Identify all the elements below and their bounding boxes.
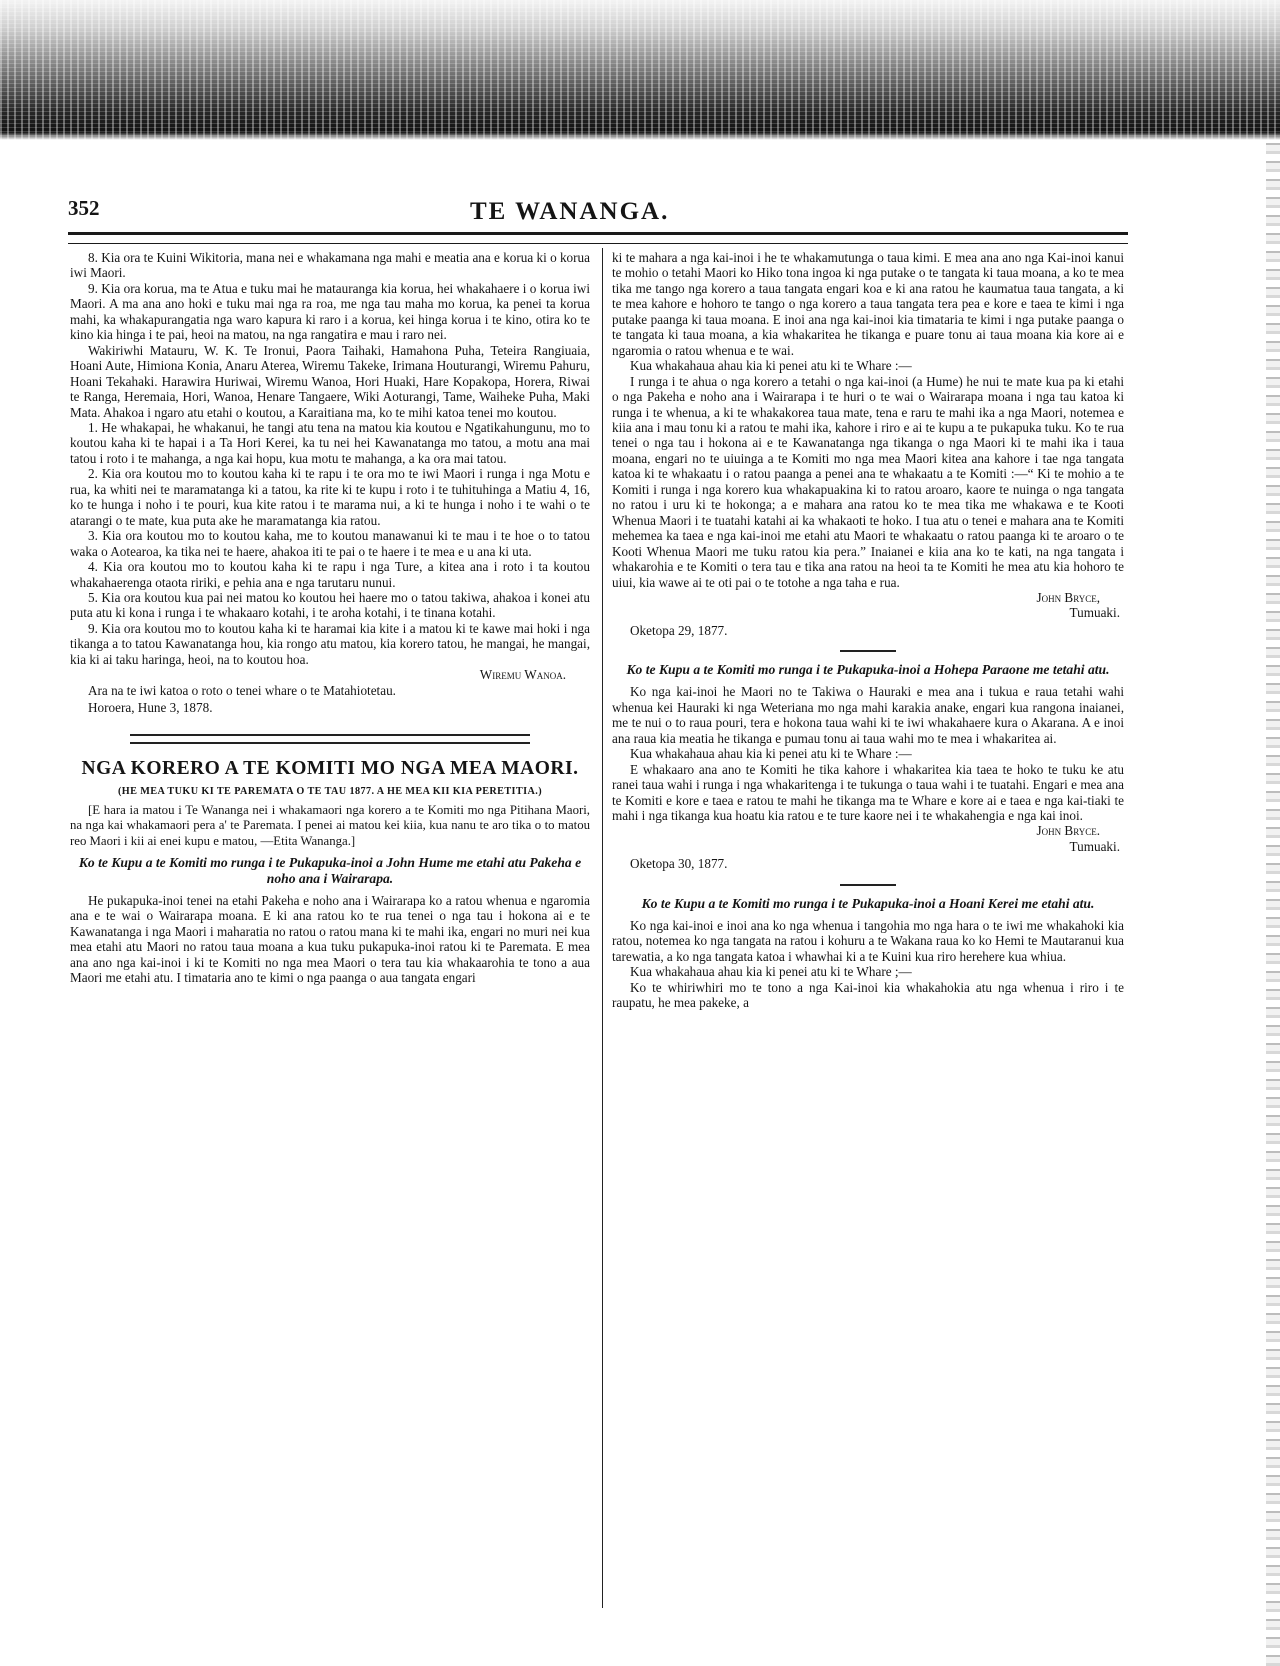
signature: Wiremu Wanoa. [479,667,566,683]
paragraph: Wakiriwhi Matauru, W. K. Te Ironui, Paora Taihaki, Hamahona Puha, Teteira Rangiuaia, Hoani Aute, Himiona Konia, Anaru Aterea, Wiremu Takeke, Irimana Houturangi, Wiremu Pahuru, Hoani Tekahaki. Harawira Huriwai, Wiremu Wanoa, Hori Huaki, Hare Kopakopa, Horera, Riwai te Ranga, Heremaia, Hori, Wanoa, Henare Tangaere, Wiki Aoturangi, Tame, Waiheke Puha, Maki Mata. Ahakoa i ngaro atu etahi o koutou, a Karaitiana ma, ko te mihi katoa tenei mo koutou. [70,342,590,420]
report-title: Ko te Kupu a te Komiti mo runga i te Pukapuka-inoi a Hohepa Paraone me tetahi atu. [626,662,1110,678]
signature-name: John Bryce. [1036,823,1100,839]
closing-line: Ara na te iwi katoa o roto o tenei whare o te Matahiotetau. [88,682,396,698]
paragraph: Kua whakahaua ahau kia ki penei atu ki te Whare :— [630,746,912,762]
section-rule [130,734,530,744]
right-column [612,250,1124,1010]
paragraph: Kua whakahaua ahau kia ki penei atu ki te Whare :— [630,358,912,374]
signature-name: John Bryce, [1036,589,1100,605]
column-divider [602,248,603,1608]
page-number: 352 [68,196,100,220]
paragraph: 3. Kia ora koutou mo to koutou kaha, me to koutou manawanui ki te mau i te hoe o to tatou waka o Aotearoa, ka tika nei te haere, ahakoa iti te pai o te haere i te mea e u ana ki uta. [70,528,590,559]
dateline: Horoera, Hune 3, 1878. [88,700,213,716]
paragraph: E whakaaro ana ano te Komiti he tika kahore i whakaritea kia taea te hoko te tuku ke atu ranei taua wahi i runga i nga whakaritenga i te tukunga o taua wahi i te tuatahi. Engari e mea ana te Komiti e kore e taea e ratou te mahi he tikanga ma te Whare e kore ai e taea e nga kai-tiaki te mahi i nga tikanga kua hoatu kia ratou e te ture kaore nei i te whakahengia e nga kai inoi. [612,761,1124,823]
section-title: NGA KORERO A TE KOMITI MO NGA MEA MAORI. [81,757,579,779]
editor-note: [E hara ia matou i Te Wananga nei i whakamaori nga korero a te Komiti mo nga Pitihana Maori, na nga kai whakamaori pera a' te Paremata. I penei ai matou kei kiia, kua nanu te aro tika o to matou reo Maori i kii ai enei kupu e matou, —Etita Wananga.] [70,802,590,848]
dateline: Oketopa 30, 1877. [630,856,728,872]
paragraph: I runga i te ahua o nga korero a tetahi o nga kai-inoi (a Hume) he nui te mate kua pa ki etahi o nga Pakeha e noho ana i Wairarapa i te huri o te wai o Wairarapa moana i nga tau katoa ki runga i te whenua, a ki te whakakorea taua mate, tena e raru te mahi ika a nga Maori, notemea e kiia ana i mau tonu ki a ratou te mahi ika, kahore i riro e ai te kupu a te pukapuka tuku. Ko te rua tenei o nga tau i hokona ai e te Kawanatanga nga tikanga o nga Maori ki te mahi ika i taua moana, engari no te uiuinga a te Komiti mo nga mea Maori kitea ana kahore i tae nga tangata katoa ki te whakaatu i o ratou paanga a penei ana te whakaatu a te Komiti :—“ Ki te mohio a te Komiti i runga i nga korero kua whakapuakina ki to ratou aroaro, kaore te nuinga o nga tangata no ratou i uru ki te hokonga; a e mahara ana ratou ko te mea tika me whakawa e te Kooti Whenua Maori i te tuatahi katahi ai ka whakaoti te hoko. I tua atu o tenei e mahara ana te Komiti mehemea ka taea e nga kai-inoi me etahi atu Maori te whakaatu o ratou paanga ki te aroaro o te Kooti Whenua Maori me tuku ratou kia pera.” Inaianei e kiia ana ko te kati, na nga tangata i whakarohia e te Komiti o tera tau e tika ana ratou na heoi ta te Komiti he mea atu kia hohoro te uiui, kia wawe ai te oti pai o te totohe a nga taha e rua. [612,373,1124,590]
paragraph: 4. Kia ora koutou mo to koutou kaha ki te rapu i nga Ture, a kitea ana i roto i ta koutou whakahaerenga otaota ririki, e pehia ana e nga tarutaru nunui. [70,559,590,590]
paragraph: Ko te whiriwhiri mo te tono a nga Kai-inoi kia whakahokia atu nga whenua i riro i te raupatu, he mea pakeke, a [612,979,1124,1011]
masthead-title: TE WANANGA. [470,198,670,225]
paragraph: 9. Kia ora korua, ma te Atua e tuku mai he matauranga kia korua, hei whakahaere i o korua iwi Maori. A ma ana ano hoki e tuku mai nga ra roa, me nga tau maha mo korua, ka penei ta korua mahi, ka whakapurangatia nga waro kapura ki raro i a korua, kei hinga korua i te kino, otira ko te kino kia hinga i te pai, heoi na matou, na nga rangatira e mau i raro nei. [70,280,590,343]
paragraph: Ko nga kai-inoi e inoi ana ko nga whenua i tangohia mo nga hara o te iwi me whakahoki kia ratou, notemea ko nga tangata na ratou i kohuru a te Wakana raua ko ko Hemi te Mautaranui kua tarewatia, a ko nga tangata katoa i whawhai ki a te Kuini kua riro herehere kua whiua. [612,917,1124,964]
short-rule [840,884,896,886]
paragraph: Ko nga kai-inoi he Maori no te Takiwa o Hauraki e mea ana i tukua e raua tetahi wahi whenua kei Hauraki ki nga Weteriana mo nga mahi karakia anake, engari kua rangona inaianei, me te nui o to raua pouri, tera e hokona taua wahi ki te iwi whakahaere kura o Akarana. A e inoi ana raua kia meatia he tikanga e pumau tonu ai taua wahi mo te mea i whakaritea ai. [612,684,1124,746]
report-title: Ko te Kupu a te Komiti mo runga i te Pukapuka-inoi a Hoani Kerei me etahi atu. [641,895,1095,911]
paragraph: 5. Kia ora koutou kua pai nei matou ko koutou hei haere mo o tatou takiwa, ahakoa i konei atu puta atu ki kona i runga i te whakaaro kotahi, i te aroha kotahi, i te tinana kotahi. [70,589,590,621]
section-note: (HE MEA TUKU KI TE PAREMATA O TE TAU 1877. A HE MEA KII KIA PERETITIA.) [118,785,542,797]
paragraph: Kua whakahaua ahau kia ki penei atu ki te Whare ;— [630,964,912,980]
signature-title: Tumuaki. [1069,605,1120,621]
paragraph: ki te mahara a nga kai-inoi i he te whakamutunga o taua kimi. E mea ana ano nga Kai-inoi kanui te mohio o tetahi Maori ko Hiko tona ingoa ki nga putake o te tangata ki taua moana, a ko te mea tika me tango nga korero a taua tangata engari koa e ki ana ratou he kaumatua taua tangata, a ki te mea kahore e hohoro te tango o nga korero a taua tangata tera pea e kore e taea te kimi i nga putake paanga ki taua moana. E inoi ana nga kai-inoi kia timataria te kimi i nga putake paanga o te tangata ki taua moana, a kia whakaritea he tikanga e puare tonu ai taua moana kia kore ai e ngaromia o ratou whenua e te wai. [612,250,1124,358]
dateline: Oketopa 29, 1877. [630,622,728,638]
paragraph: 9. Kia ora koutou mo to koutou kaha ki te haramai kia kite i a matou ki te kawe mai hoki i nga tikanga a to tatou Kawanatanga hou, kia rongo atu matou, kia korero tatou, he mangai, he mangai, kia ki ai taku haringa, heoi, na to koutou hoa. [70,620,590,667]
left-column [70,250,590,986]
signature-title: Tumuaki. [1069,838,1120,854]
report-title: Ko te Kupu a te Komiti mo runga i te Pukapuka-inoi a John Hume me etahi atu Pakeha e noho ana i Wairarapa. [78,854,582,886]
short-rule [840,650,896,652]
paragraph: 1. He whakapai, he whakanui, he tangi atu tena na matou kia koutou e Ngatikahungunu, mo to koutou kaha ki te hapai i a Ta Hori Kerei, ka tu nei hei Kawanatanga mo tatou, a motu ana mai tatou i roto i te mahanga, a nga kai hopu, kua motu te mahanga, a ka ora mai tatou. [70,419,590,466]
header-rule [68,232,1128,244]
paragraph: 2. Kia ora koutou mo to koutou kaha ki te rapu i te ora mo te iwi Maori i runga i nga Motu e rua, ka whiti nei te maramatanga ki a tatou, ka rite ki te kupu i roto i te tuhituhinga a Matiu 4, 16, ko te hunga i noho i te pouri, kua kite ratou i te marama nui, a ki te hunga i noho i te wahi o te atarangi o te mate, kua puta ake he maramatanga kia ratou. [70,466,590,528]
paragraph: 8. Kia ora te Kuini Wikitoria, mana nei e whakamana nga mahi e meatia ana e koruа ki o korua iwi Maori. [70,250,590,281]
report-body: He pukapuka-inoi tenei na etahi Pakeha e noho ana i Wairarapa ko a ratou whenua e ngaromia ana e te wai o Wairarapa moana. E ki ana ratou ko te rua tenei o nga tau i hokona ai e te Kawanatanga i nga Maori i maharatia no ratou o ratou mana ki te mahi ika, engari no muri nei kua mea etahi atu Maori no ratou taua moana a kua tuku pukapuka-inoi ratou ki te Paremata. E mea ana ano nga kai-inoi i ki te Komiti no nga mea Maori o tera tau kia whakaarohia te tono a aua Maori me etahi atu. I timataria ano te kimi o nga paanga o aua tangata engari [70,892,590,986]
